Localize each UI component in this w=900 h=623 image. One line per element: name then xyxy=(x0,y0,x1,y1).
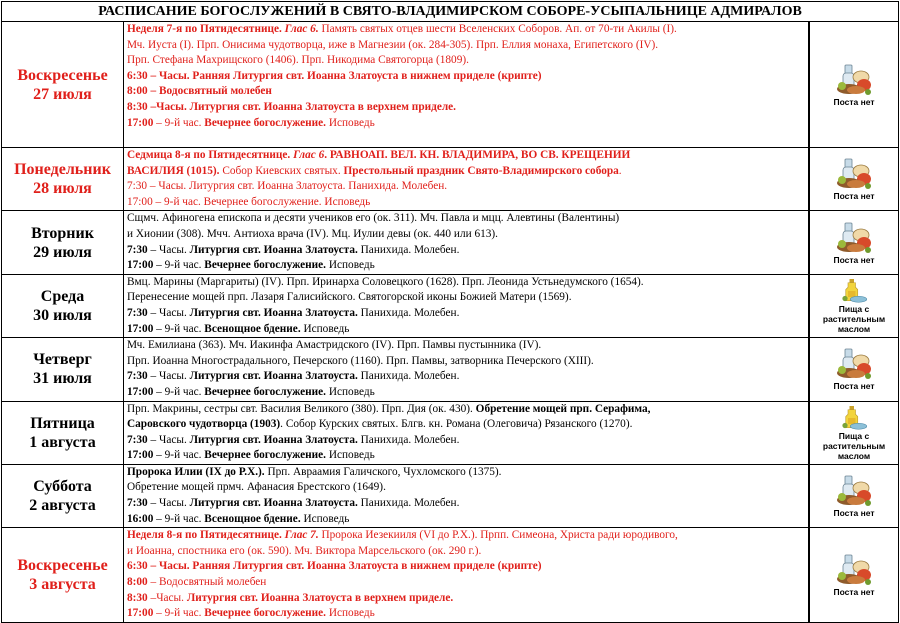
date-label: 31 июля xyxy=(33,370,92,388)
text-segment: 6:30 – Часы. Ранняя Литургия свт. Иоанна Златоуста в нижнем приделе (крипте) xyxy=(127,69,542,82)
description-line xyxy=(127,606,805,622)
schedule-row xyxy=(2,464,899,527)
text-segment: Литургия свт. Иоанна Златоуста в верхнем приделе. xyxy=(186,591,454,604)
text-segment: Исповедь xyxy=(326,116,375,129)
text-segment: Панихида. Молебен. xyxy=(357,497,460,510)
text-segment: – 9-й час. xyxy=(153,385,205,398)
date-label: 3 августа xyxy=(29,576,96,594)
fast-label: Поста нет xyxy=(833,587,875,598)
fast-label-line: маслом xyxy=(837,323,871,334)
weekday-label: Суббота xyxy=(33,478,92,496)
text-segment: Обретение мощей прп. Серафима, xyxy=(475,402,651,415)
description-line xyxy=(127,290,805,306)
fast-label-line: маслом xyxy=(837,450,871,461)
weekday-label: Четверг xyxy=(33,351,92,369)
text-segment: 8:00 – Водосвятный молебен xyxy=(127,85,272,98)
text-segment: Исповедь xyxy=(326,607,375,620)
text-segment: Литургия свт. Иоанна Златоуста. xyxy=(189,306,358,319)
text-segment: Всенощное бдение. xyxy=(204,512,301,525)
text-segment: 17:00 xyxy=(127,116,154,129)
date-label: 27 июля xyxy=(33,85,92,103)
text-segment: Собор Киевских святых. xyxy=(219,164,344,177)
description-line xyxy=(127,84,805,100)
text-segment: Прп. Авраамия Галичского, Чухломского (1375). xyxy=(264,465,502,478)
text-segment: Всенощное бдение. xyxy=(204,322,301,335)
description-line xyxy=(127,417,805,433)
description-line xyxy=(127,496,805,512)
text-segment: 7:30 xyxy=(127,497,148,510)
day-cell xyxy=(2,528,124,623)
text-segment: Панихида. Молебен. xyxy=(357,370,460,383)
text-segment: Память святых отцев шести Вселенских Соборов. Ап. от 70-ти Акилы (I). xyxy=(318,23,677,35)
text-segment: Литургия свт. Иоанна Златоуста. xyxy=(189,243,358,256)
food-icon xyxy=(834,221,874,255)
service-description xyxy=(124,211,810,274)
text-segment: Глас 6. xyxy=(284,23,319,35)
description-line xyxy=(127,275,805,291)
description-line xyxy=(127,385,805,401)
text-segment: Пророка Илии (IX до Р.Х.). xyxy=(127,465,265,478)
weekday-label: Пятница xyxy=(30,414,95,432)
food-icon xyxy=(834,474,874,508)
schedule-table xyxy=(1,21,899,623)
service-description xyxy=(124,338,810,401)
fast-label: Поста нет xyxy=(833,96,875,107)
text-segment: Панихида. Молебен. xyxy=(357,306,460,319)
text-segment: 8:30 –Часы. Литургия свт. Иоанна Златоуста в верхнем приделе. xyxy=(127,100,457,113)
description-line xyxy=(127,258,805,274)
text-segment: 17:00 xyxy=(127,385,154,398)
text-segment: Исповедь xyxy=(326,449,375,462)
text-segment: 17:00 xyxy=(127,607,154,620)
description-line xyxy=(127,591,805,607)
text-segment: Вечернее богослужение. xyxy=(204,607,327,620)
description-line xyxy=(127,164,805,180)
text-segment: Исповедь xyxy=(326,259,375,272)
description-line xyxy=(127,338,805,354)
fast-cell xyxy=(809,528,899,623)
oil-icon xyxy=(839,278,869,304)
text-segment: Престольный праздник Свято-Владимирского собора xyxy=(343,164,619,177)
service-description xyxy=(124,528,810,623)
weekday-label: Воскресенье xyxy=(17,66,108,84)
text-segment: Глас 7. xyxy=(284,529,319,542)
day-cell xyxy=(2,148,124,211)
text-segment: Исповедь xyxy=(300,322,350,335)
description-line xyxy=(127,402,805,418)
weekday-label: Среда xyxy=(40,287,85,305)
text-segment: Прп. Стефана Махрищского (1406). Прп. Никодима Святогорца (1809). xyxy=(127,54,469,67)
text-segment: Литургия свт. Иоанна Златоуста. xyxy=(189,370,358,383)
description-line xyxy=(127,69,805,85)
fast-label: Поста нет xyxy=(833,381,875,392)
text-segment: – Часы. xyxy=(147,433,190,446)
day-cell xyxy=(2,338,124,401)
fast-cell xyxy=(809,148,899,211)
schedule-row xyxy=(2,22,899,148)
text-segment: Вечернее богослужение. xyxy=(204,385,327,398)
description-line xyxy=(127,306,805,322)
date-label: 1 августа xyxy=(29,433,96,451)
date-label: 29 июля xyxy=(33,243,92,261)
text-segment: – Часы. xyxy=(147,370,190,383)
text-segment: – 9-й час. xyxy=(153,449,205,462)
description-line xyxy=(127,38,805,54)
description-line xyxy=(127,465,805,481)
day-cell xyxy=(2,464,124,527)
weekday-label: Вторник xyxy=(31,224,94,242)
description-line xyxy=(127,53,805,69)
text-segment: Вечернее богослужение. xyxy=(204,449,327,462)
text-segment: Мч. Иуста (I). Прп. Онисима чудотворца, иже в Магнезии (ок. 284-305). Прп. Еллия монаха, Египетского (IV). xyxy=(127,38,659,51)
description-line xyxy=(127,354,805,370)
schedule-row xyxy=(2,148,899,211)
page-title: РАСПИСАНИЕ БОГОСЛУЖЕНИЙ В СВЯТО-ВЛАДИМИРСКОМ СОБОРЕ-УСЫПАЛЬНИЦЕ АДМИРАЛОВ xyxy=(1,1,899,21)
text-segment: Обретение мощей прмч. Афанасия Брестского (1649). xyxy=(127,481,386,494)
service-description xyxy=(124,274,810,337)
day-cell xyxy=(2,274,124,337)
oil-icon xyxy=(839,405,869,431)
description-line xyxy=(127,179,805,195)
fast-label: Поста нет xyxy=(833,508,875,519)
fast-cell xyxy=(809,22,899,148)
description-line xyxy=(127,22,805,38)
description-line xyxy=(127,116,805,132)
text-segment: 7:30 xyxy=(127,370,148,383)
fast-label xyxy=(823,431,885,461)
fast-label-line: Пища с xyxy=(838,430,870,441)
text-segment: – 9-й час. xyxy=(153,116,205,129)
text-segment: Прп. Иоанна Многострадального, Печерского (1160). Прп. Памвы, затворника Печерского (XIII). xyxy=(127,354,594,367)
text-segment: и Иоанна, спостника его (ок. 590). Мч. Виктора Марсельского (ок. 290 г.). xyxy=(127,544,482,557)
text-segment: Неделя 8-я по Пятидесятнице. xyxy=(127,529,285,542)
text-segment: Неделя 7-я по Пятидесятнице. xyxy=(127,23,285,35)
description-line xyxy=(127,512,805,528)
text-segment: Вечернее богослужение. xyxy=(204,259,327,272)
text-segment: – 9-й час. xyxy=(153,512,205,525)
text-segment: Глас 6 xyxy=(293,149,325,161)
text-segment: – 9-й час. xyxy=(153,259,205,272)
service-description xyxy=(124,401,810,464)
text-segment: – 9-й час. xyxy=(153,322,205,335)
description-line xyxy=(127,243,805,259)
text-segment: 17:00 xyxy=(127,259,154,272)
text-segment: Прп. Макрины, сестры свт. Василия Великого (380). Прп. Дия (ок. 430). xyxy=(127,402,476,415)
service-description xyxy=(124,22,810,148)
description-line xyxy=(127,528,805,544)
fast-label-line: Пища с xyxy=(838,303,870,314)
food-icon xyxy=(834,63,874,97)
description-line xyxy=(127,559,805,575)
schedule-row xyxy=(2,338,899,401)
text-segment: 8:30 xyxy=(127,591,148,604)
description-line xyxy=(127,575,805,591)
text-segment: Исповедь xyxy=(300,512,350,525)
text-segment: – Водосвятный молебен xyxy=(147,576,267,589)
day-cell xyxy=(2,401,124,464)
schedule-row xyxy=(2,528,899,623)
food-icon xyxy=(834,553,874,587)
text-segment: Перенесение мощей прп. Лазаря Галисийского. Святогорской иконы Божией Матери (1569). xyxy=(127,291,572,304)
schedule-row xyxy=(2,401,899,464)
text-segment: ВАСИЛИЯ (1015). xyxy=(127,164,220,177)
schedule-row xyxy=(2,211,899,274)
description-line xyxy=(127,148,805,164)
text-segment: 7:30 xyxy=(127,433,148,446)
text-segment: 17:00 – 9-й час. Вечернее богослужение. Исповедь xyxy=(127,195,371,208)
description-line xyxy=(127,369,805,385)
date-label: 2 августа xyxy=(29,497,96,515)
text-segment: . xyxy=(618,164,622,177)
fast-cell xyxy=(809,338,899,401)
text-segment: Сщмч. Афиногена епископа и десяти учеников его (ок. 311). Мч. Павла и мцц. Алевтины (Валентины) xyxy=(127,212,620,225)
text-segment: . Собор Курских святых. Блгв. кн. Романа (Олеговича) Рязанского (1270). xyxy=(280,418,633,431)
text-segment: Исповедь xyxy=(326,385,375,398)
text-segment: 17:00 xyxy=(127,322,154,335)
schedule-row xyxy=(2,274,899,337)
service-description xyxy=(124,464,810,527)
text-segment: 8:00 xyxy=(127,576,148,589)
text-segment: 17:00 xyxy=(127,449,154,462)
description-line xyxy=(127,227,805,243)
description-line xyxy=(127,322,805,338)
text-segment: . РАВНОАП. ВЕЛ. КН. ВЛАДИМИРА, ВО СВ. КРЕЩЕНИИ xyxy=(324,149,631,161)
fast-cell xyxy=(809,464,899,527)
text-segment: Саровского чудотворца (1903) xyxy=(127,418,281,431)
text-segment: 16:00 xyxy=(127,512,154,525)
text-segment: 7:30 – Часы. Литургия свт. Иоанна Златоуста. Панихида. Молебен. xyxy=(127,180,448,193)
text-segment: 6:30 – Часы. Ранняя Литургия свт. Иоанна Златоуста в нижнем приделе (крипте) xyxy=(127,560,542,573)
description-line xyxy=(127,480,805,496)
text-segment: 7:30 xyxy=(127,243,148,256)
text-segment: –Часы. xyxy=(147,591,187,604)
food-icon xyxy=(834,347,874,381)
text-segment: и Хионии (308). Мчч. Антиоха врача (IV). Мц. Иулии девы (ок. 440 или 613). xyxy=(127,227,498,240)
description-line xyxy=(127,195,805,211)
text-segment: Седмица 8-я по Пятидесятнице. xyxy=(127,149,294,161)
text-segment: Литургия свт. Иоанна Златоуста. xyxy=(189,497,358,510)
text-segment: Панихида. Молебен. xyxy=(357,433,460,446)
text-segment: Пророка Иезекииля (VI до Р.Х.). Прпп. Симеона, Христа ради юродивого, xyxy=(318,529,678,542)
text-segment: Вечернее богослужение. xyxy=(204,116,327,129)
day-cell xyxy=(2,211,124,274)
schedule-page xyxy=(1,1,899,623)
text-segment: – Часы. xyxy=(147,497,190,510)
text-segment: Литургия свт. Иоанна Златоуста. xyxy=(189,433,358,446)
text-segment: Мч. Емилиана (363). Мч. Иакинфа Амастридского (IV). Прп. Памвы пустынника (IV). xyxy=(127,339,542,352)
fast-label xyxy=(823,304,885,334)
date-label: 30 июля xyxy=(33,306,92,324)
food-icon xyxy=(834,157,874,191)
text-segment: 7:30 xyxy=(127,306,148,319)
fast-cell xyxy=(809,274,899,337)
date-label: 28 июля xyxy=(33,180,92,198)
weekday-label: Понедельник xyxy=(14,161,111,179)
text-segment: – Часы. xyxy=(147,306,190,319)
fast-label-line: растительным xyxy=(822,440,886,451)
description-line xyxy=(127,100,805,116)
fast-label: Поста нет xyxy=(833,254,875,265)
text-segment: – 9-й час. xyxy=(153,607,205,620)
text-segment: – Часы. xyxy=(147,243,190,256)
fast-cell xyxy=(809,401,899,464)
text-segment: Панихида. Молебен. xyxy=(357,243,460,256)
text-segment: Вмц. Марины (Маргариты) (IV). Прп. Иринарха Соловецкого (1628). Прп. Леонида Устьнедумского (1654). xyxy=(127,275,644,288)
description-line xyxy=(127,544,805,560)
fast-cell xyxy=(809,211,899,274)
description-line xyxy=(127,433,805,449)
service-description xyxy=(124,148,810,211)
fast-label: Поста нет xyxy=(833,191,875,202)
description-line xyxy=(127,211,805,227)
weekday-label: Воскресенье xyxy=(17,557,108,575)
day-cell xyxy=(2,22,124,148)
description-line xyxy=(127,448,805,464)
fast-label-line: растительным xyxy=(822,313,886,324)
